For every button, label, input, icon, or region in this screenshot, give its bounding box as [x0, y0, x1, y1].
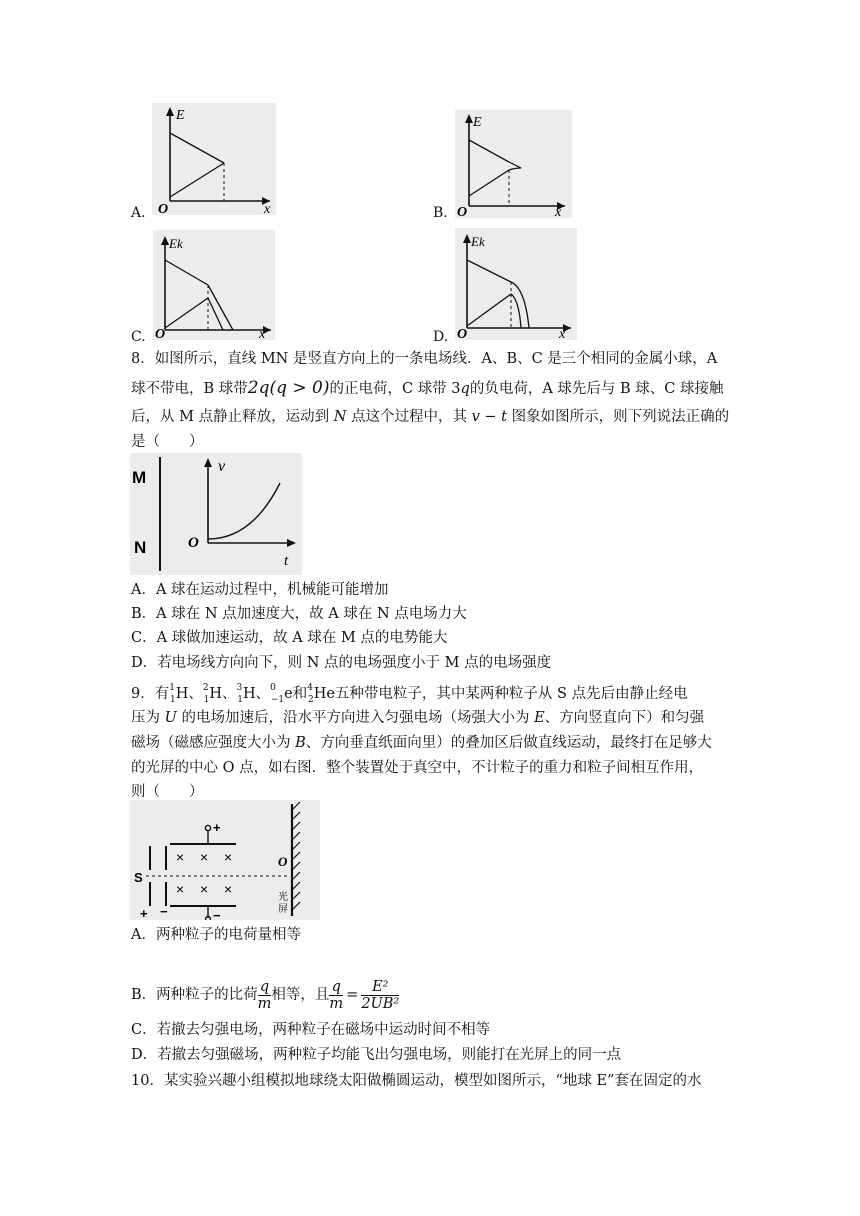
top-plus-sign: + — [213, 820, 221, 835]
option-label: C. — [131, 329, 146, 345]
charge-number: 1 — [203, 694, 210, 705]
charge-number: 2 — [307, 694, 314, 705]
graph-a — [152, 103, 276, 215]
numerator: E² — [361, 979, 399, 996]
x-label: x — [259, 327, 266, 340]
text: C．A 球做加速运动，故 A 球在 M 点的电势能大 — [131, 630, 448, 646]
graph-c — [153, 230, 275, 340]
option-label: A. — [131, 205, 146, 221]
math-q: q — [460, 381, 470, 397]
mass-number: 0 — [270, 683, 276, 693]
b-field-cross: × — [176, 881, 185, 897]
origin-label: O — [188, 535, 199, 551]
q9-option-c — [131, 1020, 490, 1040]
graph-b-svg — [455, 110, 572, 218]
q8-option-c — [131, 628, 447, 648]
symbol: e — [284, 685, 293, 702]
q8-line-1 — [131, 349, 717, 369]
graph-a-svg — [152, 103, 276, 215]
left-minus-sign: − — [160, 904, 168, 919]
screen-label-2: 屏 — [278, 904, 288, 915]
q8-figure — [130, 453, 302, 575]
text: 10．某实验兴趣小组模拟地球绕太阳做椭圆运动，模型如图所示，“地球 E”套在固定的水 — [131, 1073, 702, 1089]
symbol: H — [209, 685, 222, 702]
option-label: B. — [433, 205, 448, 221]
q9-option-d — [131, 1045, 621, 1065]
q8-line-2 — [131, 378, 724, 399]
y-label: Ek — [169, 236, 183, 251]
graph-d — [455, 228, 577, 340]
bottom-minus-sign: − — [213, 908, 221, 920]
b-field-cross: × — [200, 849, 209, 865]
y-label: Ek — [471, 234, 485, 249]
y-label: E — [473, 115, 482, 130]
q8-option-d — [131, 653, 551, 673]
option-label: D. — [433, 329, 449, 345]
text: 的正电荷，C 球带 3 — [329, 381, 461, 397]
nuclide-4 — [270, 680, 293, 710]
mass-number: 3 — [236, 683, 243, 693]
charge-expression: 2q(q > 0) — [247, 378, 330, 398]
nuclide-1 — [169, 680, 188, 710]
text: C．若撤去匀强电场，两种粒子在磁场中运动时间不相等 — [131, 1022, 491, 1038]
text: A．两种粒子的电荷量相等 — [131, 927, 301, 943]
t-axis-label: t — [284, 553, 289, 569]
math-e: E — [534, 710, 545, 726]
q9-option-a — [131, 925, 301, 945]
point-o-label: O — [278, 854, 288, 869]
q9-line-1 — [131, 680, 688, 710]
separator: 、 — [188, 685, 203, 702]
y-label: E — [176, 108, 185, 123]
text: 则（ ） — [131, 784, 204, 800]
text: 、方向竖直向下）和匀强 — [544, 710, 705, 726]
mass-number: 2 — [202, 683, 209, 693]
b-field-cross: × — [176, 849, 185, 865]
text: 后，从 M 点静止释放，运动到 — [131, 409, 334, 425]
left-plus-sign: + — [140, 906, 148, 920]
charge-number: 1 — [237, 694, 243, 705]
math-n: N — [333, 409, 347, 425]
b-field-cross: × — [224, 881, 233, 897]
text: 的电场加速后，沿水平方向进入匀强电场（场强大小为 — [176, 710, 535, 726]
text: B．两种粒子的比荷 — [131, 987, 258, 1003]
text: 磁场（磁感应强度大小为 — [131, 735, 296, 751]
screen-label-1: 光 — [278, 892, 288, 903]
text: 的光屏的中心 O 点，如右图．整个装置处于真空中，不计粒子的重力和粒子间相互作用， — [131, 760, 704, 776]
formula-fraction — [361, 979, 399, 1012]
math-vt: v − t — [471, 409, 507, 425]
graph-b — [455, 110, 572, 218]
q9-option-b — [131, 978, 399, 1016]
q9-apparatus-svg — [130, 800, 320, 920]
q9-line-5 — [131, 782, 204, 802]
origin-label: O — [158, 202, 169, 215]
q9-apparatus-figure — [130, 800, 320, 920]
q9-line-2 — [131, 708, 704, 728]
point-m-label: M — [132, 468, 147, 487]
text: B．A 球在 N 点加速度大，故 A 球在 N 点电场力大 — [131, 606, 467, 622]
nuclide-5 — [307, 680, 335, 710]
v-axis-label: v — [218, 458, 226, 475]
equals-sign: = — [346, 987, 359, 1003]
ratio-fraction-lhs — [329, 979, 343, 1012]
graph-d-svg — [455, 228, 577, 340]
text: 是（ ） — [131, 434, 204, 450]
text: D．若电场线方向向下，则 N 点的电场强度小于 M 点的电场强度 — [131, 655, 552, 671]
separator: 、 — [221, 685, 237, 702]
numerator: q — [258, 979, 272, 996]
origin-label: O — [457, 327, 468, 340]
text: 相等，且 — [271, 987, 330, 1003]
text: 压为 — [131, 710, 165, 726]
text: 点这个过程中，其 — [346, 409, 472, 425]
q8-line-4 — [131, 432, 204, 452]
denominator: m — [257, 995, 272, 1012]
mass-number: 4 — [307, 683, 313, 693]
separator: 、 — [255, 685, 271, 702]
denominator: m — [329, 995, 344, 1012]
symbol: H — [242, 685, 256, 702]
q8-figure-svg — [130, 453, 302, 575]
q10-line-1 — [131, 1071, 701, 1091]
text: 图象如图所示，则下列说法正确的 — [506, 409, 730, 425]
denominator: 2UB² — [361, 995, 400, 1012]
q8-line-3 — [131, 407, 729, 427]
numerator: q — [329, 979, 343, 996]
nuclide-2 — [203, 680, 222, 710]
symbol: He — [313, 685, 335, 702]
separator: 和 — [292, 685, 308, 702]
math-u: U — [164, 710, 177, 726]
symbol: H — [175, 685, 189, 702]
text: A．A 球在运动过程中，机械能可能增加 — [131, 582, 389, 598]
text: D．若撤去匀强磁场，两种粒子均能飞出匀强电场，则能打在光屏上的同一点 — [131, 1047, 622, 1063]
charge-number: 1 — [169, 694, 176, 705]
origin-label: O — [155, 327, 166, 340]
text: 9．有 — [131, 685, 170, 702]
text: 的负电荷，A 球先后与 B 球、C 球接触 — [469, 381, 724, 397]
text: 8．如图所示，直线 MN 是竖直方向上的一条电场线．A、B、C 是三个相同的金属小球，A — [131, 351, 718, 367]
q8-option-a — [131, 580, 389, 600]
text: 、方向垂直纸面向里）的叠加区后做直线运动，最终打在足够大 — [305, 735, 712, 751]
point-n-label: N — [134, 538, 147, 557]
text: 球不带电，B 球带 — [131, 381, 248, 397]
b-field-cross: × — [224, 849, 233, 865]
x-label: x — [264, 202, 271, 215]
x-label: x — [559, 327, 566, 340]
mass-number: 1 — [169, 683, 175, 693]
charge-number: −1 — [270, 694, 285, 705]
x-label: x — [555, 205, 562, 218]
origin-label: O — [457, 205, 468, 218]
q9-line-4 — [131, 758, 703, 778]
point-s-label: S — [134, 870, 143, 885]
text: 五种带电粒子，其中某两种粒子从 S 点先后由静止经电 — [334, 685, 688, 702]
q8-option-b — [131, 604, 467, 624]
nuclide-3 — [236, 680, 255, 710]
math-b: B — [295, 735, 306, 751]
ratio-fraction — [258, 979, 272, 1012]
graph-c-svg — [153, 230, 275, 340]
b-field-cross: × — [200, 881, 209, 897]
q9-line-3 — [131, 733, 712, 753]
